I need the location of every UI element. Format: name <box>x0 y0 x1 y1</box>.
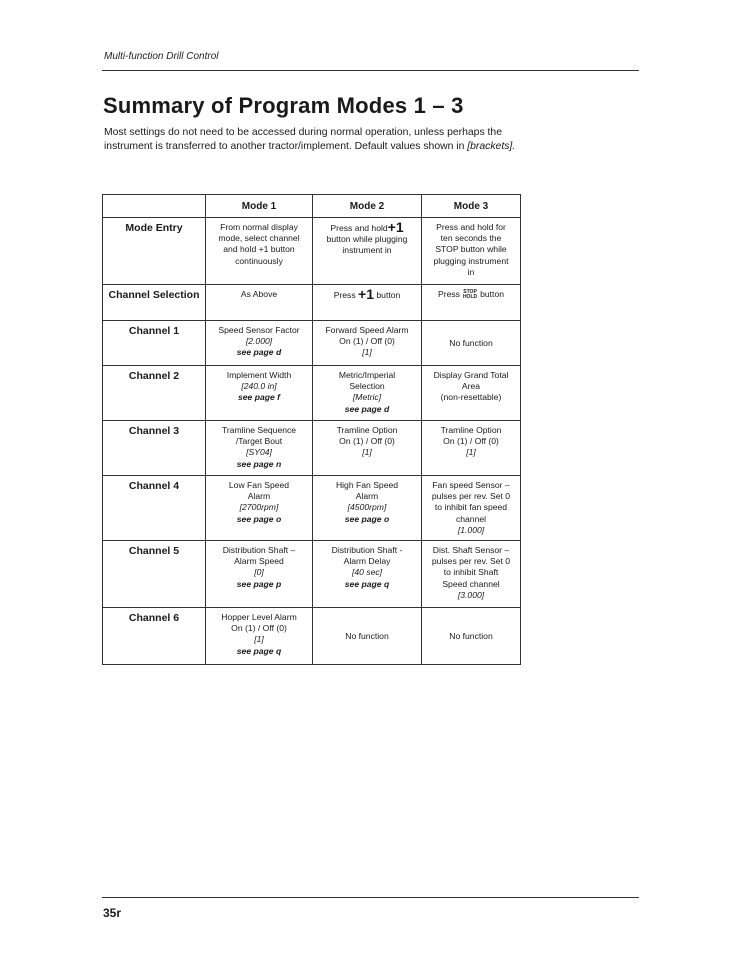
row-label-channel-selection <box>103 285 206 321</box>
cell-line <box>425 289 517 300</box>
default-value: [1] <box>254 634 264 645</box>
cell-line: No function <box>449 337 493 348</box>
cell-line: Speed Sensor Factor <box>218 325 300 335</box>
cell-line: From normal display <box>220 222 298 232</box>
cell-text: Press <box>437 289 460 299</box>
cell-text: Press and hold <box>330 223 388 233</box>
stop-hold-button-icon <box>463 290 477 300</box>
row-mode-entry <box>103 218 521 285</box>
header-mode-1: Mode 1 <box>206 195 313 218</box>
cell-line: Hopper Level Alarm <box>221 612 297 622</box>
default-value: [SY04] <box>246 447 272 458</box>
cell-line: to inhibit fan speed <box>434 502 508 513</box>
cell-line: Tramline Sequence <box>221 425 297 435</box>
header-mode-2: Mode 2 <box>313 195 422 218</box>
cell-line: No function <box>449 630 493 641</box>
default-value: [2700rpm] <box>239 502 279 513</box>
row-channel-2 <box>103 366 521 421</box>
cell-line: Area <box>461 381 481 392</box>
channel-4-mode-3-cell <box>422 476 521 541</box>
channel-2-mode-2-cell <box>313 366 422 421</box>
row-channel-4 <box>103 476 521 541</box>
intro-text: Most settings do not need to be accessed during normal operation, unless perhaps the instrument is transferred to another tractor/implement. Default values shown in <box>104 127 502 152</box>
header-rule <box>102 70 639 71</box>
channel-1-mode-2-cell <box>313 321 422 366</box>
header-corner-cell <box>103 195 206 218</box>
channel-3-mode-2-cell <box>313 421 422 476</box>
default-value: [1] <box>362 347 372 358</box>
row-label-mode-entry: Mode Entry <box>103 218 206 285</box>
default-value: [4500rpm] <box>347 502 387 513</box>
channel-2-mode-1-cell <box>206 366 313 421</box>
channel-selection-mode-3-cell <box>422 285 521 321</box>
cell-line: Metric/Imperial <box>338 370 396 380</box>
cell-line <box>316 286 418 302</box>
page-reference: see page p <box>236 578 282 589</box>
cell-line: Tramline Option <box>336 425 398 435</box>
cell-line: Tramline Option <box>440 425 502 435</box>
cell-text: button <box>376 290 401 300</box>
default-value: [Metric] <box>352 392 382 403</box>
channel-6-mode-2-cell <box>313 608 422 665</box>
page-reference: see page q <box>236 645 282 656</box>
cell-line: Distribution Shaft - <box>331 545 403 555</box>
cell-line <box>316 219 418 235</box>
mode-entry-mode-1-cell <box>206 218 313 285</box>
cell-line: On (1) / Off (0) <box>231 623 287 634</box>
mode-entry-mode-2-cell <box>313 218 422 285</box>
header-mode-3: Mode 3 <box>422 195 521 218</box>
row-label-channel-3: Channel 3 <box>103 421 206 476</box>
channel-2-mode-3-cell <box>422 366 521 421</box>
cell-line: Forward Speed Alarm <box>325 325 409 335</box>
cell-line: As Above <box>240 289 278 299</box>
channel-selection-mode-1-cell <box>206 285 313 321</box>
stop-icon-label: STOP <box>463 288 477 295</box>
cell-line: and hold +1 button <box>223 244 295 255</box>
page-reference: see page q <box>344 578 390 589</box>
page-reference: see page o <box>236 513 282 524</box>
default-value: [1] <box>362 447 372 458</box>
default-value: [3.000] <box>457 589 485 600</box>
hold-icon-label: HOLD <box>462 293 478 300</box>
cell-line: On (1) / Off (0) <box>339 436 395 447</box>
program-modes-table <box>102 194 521 665</box>
channel-4-mode-1-cell <box>206 476 313 541</box>
cell-line: plugging instrument <box>433 255 509 266</box>
channel-3-mode-3-cell <box>422 421 521 476</box>
cell-line: Press and hold for <box>436 222 506 232</box>
cell-line: channel <box>455 513 487 524</box>
default-value: [40 sec] <box>351 567 383 578</box>
mode-entry-mode-3-cell <box>422 218 521 285</box>
cell-line: On (1) / Off (0) <box>443 436 499 447</box>
page-reference: see page f <box>237 392 281 403</box>
cell-line: (non-resettable) <box>440 392 502 403</box>
cell-line: continuously <box>235 255 283 266</box>
row-channel-5 <box>103 541 521 608</box>
row-channel-selection <box>103 285 521 321</box>
cell-line: On (1) / Off (0) <box>339 336 395 347</box>
intro-paragraph <box>104 126 524 154</box>
cell-line: Alarm <box>247 491 271 502</box>
row-label-channel-4: Channel 4 <box>103 476 206 541</box>
cell-line: Speed channel <box>442 578 500 589</box>
table-header-row <box>103 195 521 218</box>
default-value: [2.000] <box>245 336 273 347</box>
cell-line: Display Grand Total <box>433 370 509 380</box>
channel-1-mode-1-cell <box>206 321 313 366</box>
row-label-channel-1: Channel 1 <box>103 321 206 366</box>
page-reference: see page d <box>344 403 390 414</box>
plus-one-button-icon: +1 <box>358 286 375 302</box>
cell-line: Low Fan Speed <box>228 480 290 490</box>
page-reference: see page n <box>236 458 282 469</box>
row-label-channel-6: Channel 6 <box>103 608 206 665</box>
cell-line: STOP button while <box>435 244 507 255</box>
cell-line: Alarm Speed <box>234 556 284 567</box>
cell-line: High Fan Speed <box>335 480 399 490</box>
cell-line: in <box>467 266 475 277</box>
cell-line: Selection <box>349 381 385 392</box>
cell-text: Press <box>333 290 356 300</box>
cell-line: pulses per rev. Set 0 <box>431 491 511 502</box>
page-reference: see page d <box>236 347 282 358</box>
channel-3-mode-1-cell <box>206 421 313 476</box>
running-header: Multi-function Drill Control <box>104 51 219 62</box>
cell-line: Alarm <box>355 491 379 502</box>
row-label-channel-2: Channel 2 <box>103 366 206 421</box>
cell-line: to inhibit Shaft <box>443 567 499 578</box>
cell-line: Dist. Shaft Sensor – <box>432 545 510 555</box>
row-channel-3 <box>103 421 521 476</box>
row-channel-6 <box>103 608 521 665</box>
page-title: Summary of Program Modes 1 – 3 <box>103 93 464 118</box>
cell-line: button while plugging <box>326 234 408 245</box>
row-label-channel-5: Channel 5 <box>103 541 206 608</box>
intro-bracket-text: [brackets]. <box>467 141 516 152</box>
channel-5-mode-1-cell <box>206 541 313 608</box>
footer-rule <box>102 897 639 898</box>
page-reference: see page o <box>344 513 390 524</box>
cell-line: pulses per rev. Set 0 <box>431 556 511 567</box>
cell-line: /Target Bout <box>235 436 283 447</box>
default-value: [1.000] <box>457 524 485 535</box>
cell-text: button <box>480 289 505 299</box>
channel-6-mode-1-cell <box>206 608 313 665</box>
cell-line: Alarm Delay <box>343 556 391 567</box>
cell-line: Fan speed Sensor – <box>432 480 510 490</box>
default-value: [240.0 in] <box>241 381 277 392</box>
page-number: 35r <box>103 906 122 920</box>
row-label-line: Selection <box>152 289 200 301</box>
channel-5-mode-3-cell <box>422 541 521 608</box>
plus-one-button-icon: +1 <box>387 219 404 235</box>
channel-rows <box>103 321 521 665</box>
channel-selection-mode-2-cell <box>313 285 422 321</box>
cell-line: ten seconds the <box>440 233 502 244</box>
channel-6-mode-3-cell <box>422 608 521 665</box>
cell-line: Distribution Shaft – <box>222 545 296 555</box>
cell-line: instrument in <box>342 245 392 256</box>
cell-line: No function <box>345 630 389 641</box>
channel-1-mode-3-cell <box>422 321 521 366</box>
row-channel-1 <box>103 321 521 366</box>
cell-line: mode, select channel <box>218 233 300 244</box>
row-label-line: Channel <box>108 289 150 301</box>
cell-line: Implement Width <box>226 370 292 380</box>
default-value: [1] <box>466 447 476 458</box>
default-value: [0] <box>254 567 264 578</box>
channel-5-mode-2-cell <box>313 541 422 608</box>
channel-4-mode-2-cell <box>313 476 422 541</box>
